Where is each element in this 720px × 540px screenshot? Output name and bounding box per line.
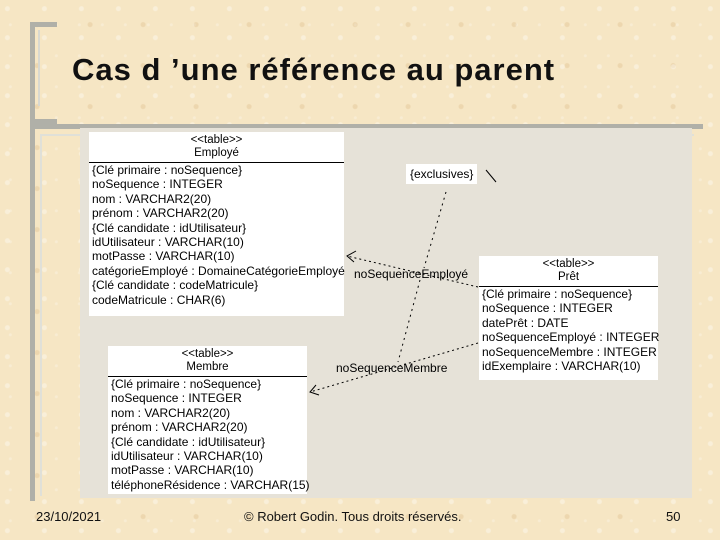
table-membre-header [108,346,307,376]
footer-page-number: 50 [666,509,681,524]
table-pret-attribute: noSequence : INTEGER [482,301,613,316]
decorative-frame-top-inner [38,30,50,106]
table-employe-attribute: nom : VARCHAR2(20) [92,191,212,206]
table-employe-attribute: motPasse : VARCHAR(10) [92,249,235,264]
table-membre-name: Membre [186,361,229,373]
table-pret-attribute: noSequenceEmployé : INTEGER [482,330,660,345]
slide-title: Cas d ’une référence au parent [72,52,556,87]
table-membre-attribute: téléphoneRésidence : VARCHAR(15) [111,477,310,492]
table-employe-attribute: catégorieEmployé : DomaineCatégorieEmployé [92,263,345,278]
table-employe-name: Employé [194,147,239,159]
footer-date: 23/10/2021 [36,509,102,524]
table-pret-name: Prêt [557,271,580,283]
table-employe-attribute: {Clé candidate : idUtilisateur} [92,220,247,235]
table-employe-attribute: noSequence : INTEGER [92,177,223,192]
table-membre-attribute: motPasse : VARCHAR(10) [111,463,254,478]
table-membre [108,346,310,494]
table-employe [89,132,344,316]
table-pret-attribute: datePrêt : DATE [482,315,569,330]
table-employe-attribute: codeMatricule : CHAR(6) [92,292,226,307]
table-employe-attribute: prénom : VARCHAR2(20) [92,206,229,221]
table-employe-attribute: {Clé candidate : codeMatricule} [92,278,259,293]
table-pret-attribute: noSequenceMembre : INTEGER [482,344,657,359]
table-membre-attribute: {Clé candidate : idUtilisateur} [111,434,266,449]
table-pret-attribute: idExemplaire : VARCHAR(10) [482,359,641,374]
table-employe-header [89,132,344,162]
link-label-membre: noSequenceMembre [336,361,448,375]
link-label-employe: noSequenceEmployé [354,267,469,281]
table-membre-attribute: {Clé primaire : noSequence} [111,377,262,391]
table-membre-attribute: idUtilisateur : VARCHAR(10) [111,449,263,464]
table-employe-stereotype: <<table>> [190,134,243,146]
exclusives-constraint: {exclusives} [406,164,477,184]
table-pret [479,256,658,380]
table-membre-attribute: prénom : VARCHAR2(20) [111,420,248,435]
table-pret-stereotype: <<table>> [542,258,595,270]
table-employe-attribute: {Clé primaire : noSequence} [92,163,243,177]
table-pret-attribute: {Clé primaire : noSequence} [482,287,633,301]
table-membre-attribute: nom : VARCHAR2(20) [111,405,231,420]
table-pret-header [479,256,658,286]
table-membre-attribute: noSequence : INTEGER [111,391,242,406]
table-employe-attribute: idUtilisateur : VARCHAR(10) [92,235,244,250]
footer-copyright: © Robert Godin. Tous droits réservés. [244,509,462,524]
table-membre-stereotype: <<table>> [181,348,234,360]
